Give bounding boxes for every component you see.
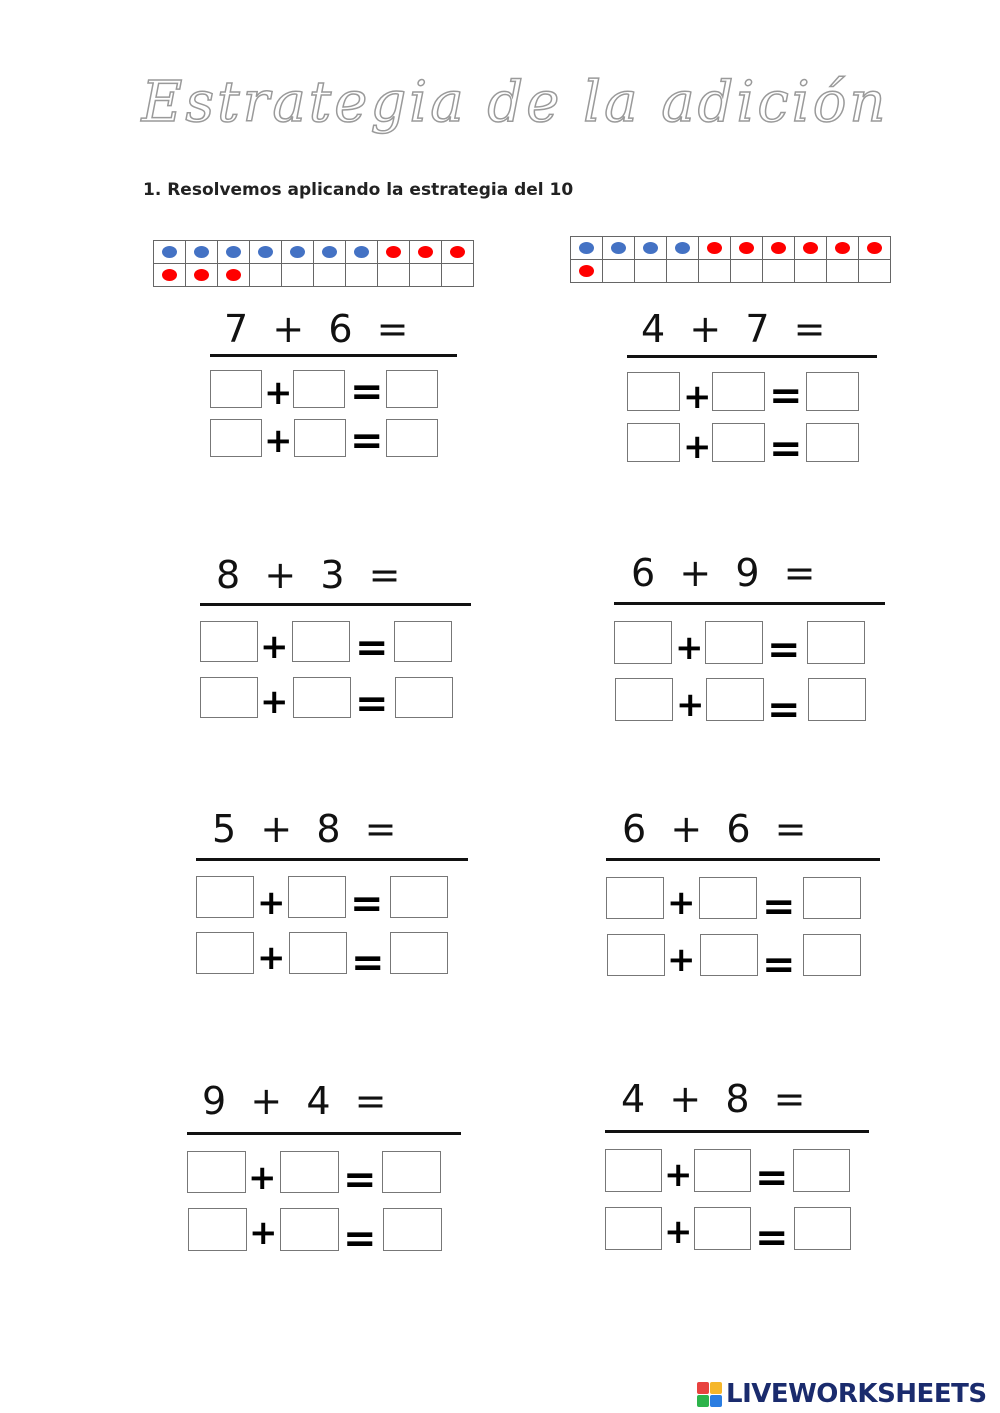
addition-problem: 4 + 7 =: [641, 307, 826, 351]
plus-sign: +: [675, 628, 704, 668]
ten-frame-cell: [603, 237, 635, 260]
answer-box[interactable]: [293, 370, 345, 408]
answer-box[interactable]: [394, 621, 452, 662]
answer-box[interactable]: [293, 677, 351, 718]
answer-box[interactable]: [694, 1207, 751, 1250]
answer-box[interactable]: [793, 1149, 850, 1192]
ten-frame-cell: [635, 260, 667, 283]
logo-square: [697, 1382, 709, 1394]
red-counter-dot: [194, 269, 209, 281]
red-counter-dot: [450, 246, 465, 258]
answer-box[interactable]: [712, 423, 765, 462]
equals-sign: =: [350, 418, 384, 464]
answer-box[interactable]: [808, 678, 866, 721]
equals-sign: =: [762, 942, 796, 988]
ten-frame-cell: [859, 237, 891, 260]
addition-problem: 5 + 8 =: [212, 807, 397, 851]
blue-counter-dot: [579, 242, 594, 254]
answer-box[interactable]: [200, 621, 258, 662]
plus-sign: +: [664, 1155, 693, 1195]
ten-frame-cell: [667, 260, 699, 283]
red-counter-dot: [226, 269, 241, 281]
answer-box[interactable]: [292, 621, 350, 662]
ten-frame-cell: [218, 241, 250, 264]
divider-line: [200, 603, 471, 606]
logo-square: [697, 1395, 709, 1407]
instruction-text: 1. Resolvemos aplicando la estrategia del 10: [143, 180, 574, 200]
answer-box[interactable]: [607, 934, 665, 976]
equals-sign: =: [767, 627, 801, 673]
answer-box[interactable]: [694, 1149, 751, 1192]
ten-frame-cell: [346, 264, 378, 287]
plus-sign: +: [264, 373, 293, 413]
ten-frame-cell: [859, 260, 891, 283]
ten-frame-cell: [795, 237, 827, 260]
answer-box[interactable]: [806, 372, 859, 411]
ten-frame-cell: [410, 264, 442, 287]
ten-frame-cell: [763, 260, 795, 283]
answer-box[interactable]: [706, 678, 764, 721]
blue-counter-dot: [354, 246, 369, 258]
red-counter-dot: [867, 242, 882, 254]
equals-sign: =: [769, 426, 803, 472]
divider-line: [627, 355, 877, 358]
addition-problem: 4 + 8 =: [621, 1077, 806, 1121]
ten-frame-cell: [250, 264, 282, 287]
answer-box[interactable]: [288, 876, 346, 918]
equals-sign: =: [343, 1157, 377, 1203]
answer-box[interactable]: [383, 1208, 442, 1251]
answer-box[interactable]: [395, 677, 453, 718]
ten-frame-cell: [154, 241, 186, 264]
equals-sign: =: [350, 369, 384, 415]
answer-box[interactable]: [280, 1208, 339, 1251]
ten-frame-cell: [442, 241, 474, 264]
red-counter-dot: [579, 265, 594, 277]
plus-sign: +: [683, 427, 712, 467]
answer-box[interactable]: [712, 372, 765, 411]
ten-frame-cell: [282, 264, 314, 287]
logo-mark-icon: [697, 1382, 722, 1407]
divider-line: [187, 1132, 461, 1135]
plus-sign: +: [667, 940, 696, 980]
blue-counter-dot: [643, 242, 658, 254]
worksheet-title: Estrategia de la adición: [141, 70, 889, 135]
ten-frame-cell: [346, 241, 378, 264]
plus-sign: +: [667, 883, 696, 923]
equals-sign: =: [755, 1215, 789, 1261]
answer-box[interactable]: [289, 932, 347, 974]
ten-frame-cell: [186, 241, 218, 264]
red-counter-dot: [707, 242, 722, 254]
answer-box[interactable]: [210, 370, 262, 408]
answer-box[interactable]: [390, 876, 448, 918]
answer-box[interactable]: [794, 1207, 851, 1250]
blue-counter-dot: [194, 246, 209, 258]
ten-frame-cell: [731, 237, 763, 260]
equals-sign: =: [343, 1216, 377, 1262]
ten-frame-cell: [410, 241, 442, 264]
divider-line: [605, 1130, 869, 1133]
equals-sign: =: [762, 884, 796, 930]
ten-frame-cell: [186, 264, 218, 287]
addition-problem: 8 + 3 =: [216, 553, 401, 597]
blue-counter-dot: [226, 246, 241, 258]
ten-frame-cell: [667, 237, 699, 260]
ten-frame-row: [571, 260, 891, 283]
ten-frame-cell: [603, 260, 635, 283]
equals-sign: =: [767, 687, 801, 733]
plus-sign: +: [664, 1212, 693, 1252]
ten-frame-cell: [827, 260, 859, 283]
ten-frame-row: [154, 264, 474, 287]
plus-sign: +: [683, 377, 712, 417]
ten-frame-cell: [635, 237, 667, 260]
logo-square: [710, 1382, 722, 1394]
answer-box[interactable]: [382, 1151, 441, 1193]
ten-frame-cell: [571, 237, 603, 260]
ten-frame-row: [571, 237, 891, 260]
answer-box[interactable]: [386, 370, 438, 408]
ten-frame: [570, 236, 891, 283]
plus-sign: +: [260, 627, 289, 667]
answer-box[interactable]: [196, 932, 254, 974]
ten-frame-cell: [378, 241, 410, 264]
answer-box[interactable]: [615, 678, 673, 721]
ten-frame-cell: [154, 264, 186, 287]
red-counter-dot: [418, 246, 433, 258]
answer-box[interactable]: [700, 934, 758, 976]
answer-box[interactable]: [196, 876, 254, 918]
equals-sign: =: [769, 373, 803, 419]
answer-box[interactable]: [187, 1151, 246, 1193]
plus-sign: +: [248, 1158, 277, 1198]
equals-sign: =: [355, 681, 389, 727]
ten-frame-cell: [731, 260, 763, 283]
equals-sign: =: [755, 1155, 789, 1201]
blue-counter-dot: [290, 246, 305, 258]
plus-sign: +: [257, 938, 286, 978]
answer-box[interactable]: [807, 621, 865, 664]
addition-problem: 6 + 9 =: [631, 551, 816, 595]
equals-sign: =: [351, 940, 385, 986]
ten-frame-cell: [571, 260, 603, 283]
equals-sign: =: [350, 881, 384, 927]
plus-sign: +: [676, 685, 705, 725]
ten-frame-cell: [763, 237, 795, 260]
answer-box[interactable]: [803, 877, 861, 919]
blue-counter-dot: [258, 246, 273, 258]
divider-line: [210, 354, 457, 357]
ten-frame-cell: [699, 237, 731, 260]
plus-sign: +: [257, 883, 286, 923]
red-counter-dot: [386, 246, 401, 258]
ten-frame-cell: [378, 264, 410, 287]
answer-box[interactable]: [390, 932, 448, 974]
plus-sign: +: [264, 421, 293, 461]
answer-box[interactable]: [627, 372, 680, 411]
plus-sign: +: [249, 1213, 278, 1253]
ten-frame-cell: [795, 260, 827, 283]
red-counter-dot: [739, 242, 754, 254]
logo-text: LIVEWORKSHEETS: [726, 1379, 987, 1409]
ten-frame-cell: [282, 241, 314, 264]
answer-box[interactable]: [605, 1207, 662, 1250]
answer-box[interactable]: [188, 1208, 247, 1251]
ten-frame-cell: [442, 264, 474, 287]
answer-box[interactable]: [614, 621, 672, 664]
red-counter-dot: [162, 269, 177, 281]
answer-box[interactable]: [210, 419, 262, 457]
answer-box[interactable]: [627, 423, 680, 462]
red-counter-dot: [835, 242, 850, 254]
plus-sign: +: [260, 682, 289, 722]
ten-frame: [153, 240, 474, 287]
divider-line: [606, 858, 880, 861]
blue-counter-dot: [675, 242, 690, 254]
answer-box[interactable]: [605, 1149, 662, 1192]
answer-box[interactable]: [699, 877, 757, 919]
divider-line: [196, 858, 468, 861]
answer-box[interactable]: [200, 677, 258, 718]
blue-counter-dot: [611, 242, 626, 254]
red-counter-dot: [803, 242, 818, 254]
ten-frame-cell: [827, 237, 859, 260]
answer-box[interactable]: [705, 621, 763, 664]
answer-box[interactable]: [294, 419, 346, 457]
red-counter-dot: [771, 242, 786, 254]
ten-frame-cell: [250, 241, 282, 264]
answer-box[interactable]: [606, 877, 664, 919]
addition-problem: 7 + 6 =: [224, 307, 409, 351]
blue-counter-dot: [322, 246, 337, 258]
ten-frame-row: [154, 241, 474, 264]
addition-problem: 6 + 6 =: [622, 807, 807, 851]
answer-box[interactable]: [806, 423, 859, 462]
ten-frame-cell: [218, 264, 250, 287]
ten-frame-cell: [314, 241, 346, 264]
answer-box[interactable]: [386, 419, 438, 457]
logo-square: [710, 1395, 722, 1407]
answer-box[interactable]: [803, 934, 861, 976]
liveworksheets-logo: [697, 1376, 987, 1412]
answer-box[interactable]: [280, 1151, 339, 1193]
ten-frame-cell: [314, 264, 346, 287]
divider-line: [614, 602, 885, 605]
equals-sign: =: [355, 625, 389, 671]
blue-counter-dot: [162, 246, 177, 258]
addition-problem: 9 + 4 =: [202, 1079, 387, 1123]
ten-frame-cell: [699, 260, 731, 283]
